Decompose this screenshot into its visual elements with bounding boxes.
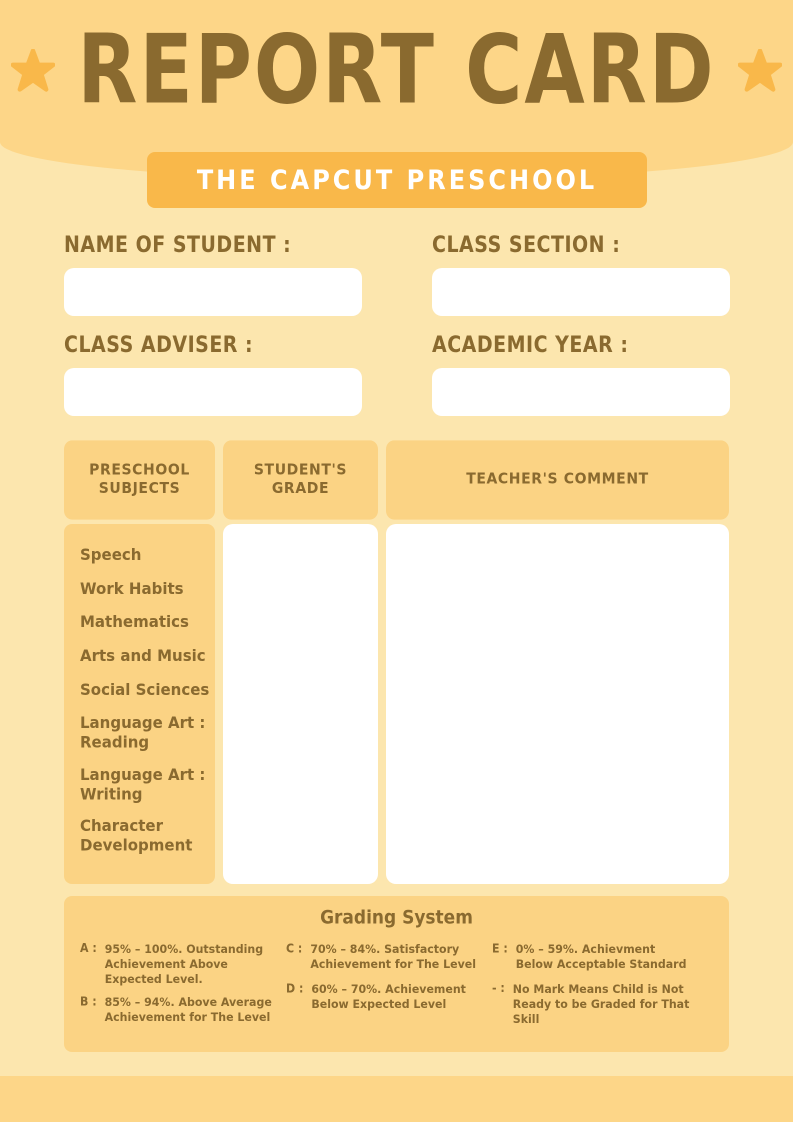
field-name-of-student xyxy=(64,232,362,316)
grading-entry xyxy=(492,980,692,1026)
table-header-subjects: PRESCHOOL SUBJECTS xyxy=(64,440,215,519)
grading-key: - : xyxy=(492,980,505,995)
field-academic-year xyxy=(432,332,730,416)
list-item: Work Habits xyxy=(80,578,184,599)
table-header-grade: STUDENT'S GRADE xyxy=(223,440,378,519)
class-adviser-input[interactable] xyxy=(64,368,362,416)
subjects-column xyxy=(64,524,215,884)
grading-description: 60% – 70%. Achievement Below Expected Level xyxy=(311,981,466,1011)
class-section-input[interactable] xyxy=(432,268,730,316)
grading-entry xyxy=(286,942,482,970)
teacher-comment-input-area[interactable] xyxy=(386,524,729,884)
star-icon xyxy=(11,49,55,93)
grading-entry xyxy=(80,941,276,986)
grading-key: C : xyxy=(286,941,303,957)
grading-system-columns xyxy=(80,942,713,1035)
student-grade-input-area[interactable] xyxy=(223,524,378,884)
grading-column-3 xyxy=(492,942,692,1035)
star-icon xyxy=(738,49,782,93)
grading-system-title: Grading System xyxy=(320,906,473,930)
list-item: Arts and Music xyxy=(80,645,206,666)
student-name-input[interactable] xyxy=(64,268,362,316)
school-name: THE CAPCUT PRESCHOOL xyxy=(196,164,598,196)
field-label: ACADEMIC YEAR : xyxy=(432,332,629,358)
grading-column-1 xyxy=(80,942,276,1035)
list-item: Character Development xyxy=(80,816,193,855)
academic-year-input[interactable] xyxy=(432,368,730,416)
grading-key: D : xyxy=(286,981,304,996)
grading-entry xyxy=(492,942,692,970)
grading-entry xyxy=(286,982,482,1010)
list-item: Language Art : Reading xyxy=(80,713,206,752)
grades-table-header xyxy=(64,444,729,516)
grading-key: E : xyxy=(492,941,508,957)
field-label: CLASS ADVISER : xyxy=(64,332,254,358)
school-name-banner xyxy=(147,152,647,208)
grading-description: 85% – 94%. Above Average Achievement for The Level xyxy=(104,995,272,1025)
page-title: REPORT CARD xyxy=(77,16,716,126)
grading-system-panel xyxy=(64,896,729,1052)
list-item: Social Sciences xyxy=(80,679,210,700)
field-class-section xyxy=(432,232,730,316)
grading-entry xyxy=(80,995,276,1023)
grading-key: B : xyxy=(80,994,97,1010)
title-row xyxy=(0,16,793,126)
grading-key: A : xyxy=(80,941,97,956)
grading-description: 70% – 84%. Satisfactory Achievement for The Level xyxy=(310,942,476,971)
grades-table-body xyxy=(64,524,729,884)
grading-column-2 xyxy=(286,942,482,1035)
list-item: Mathematics xyxy=(80,612,189,632)
field-label: NAME OF STUDENT : xyxy=(64,232,292,258)
grading-description: 0% – 59%. Achievment Below Acceptable Standard xyxy=(515,942,687,971)
grading-description: 95% – 100%. Outstanding Achievement Above Expected Level. xyxy=(104,942,264,986)
table-header-comment: TEACHER'S COMMENT xyxy=(386,440,729,519)
list-item: Language Art : Writing xyxy=(80,764,206,804)
field-class-adviser xyxy=(64,332,362,416)
grading-description: No Mark Means Child is Not Ready to be Graded for That Skill xyxy=(512,981,690,1026)
list-item: Speech xyxy=(80,544,142,565)
field-label: CLASS SECTION : xyxy=(432,232,621,258)
